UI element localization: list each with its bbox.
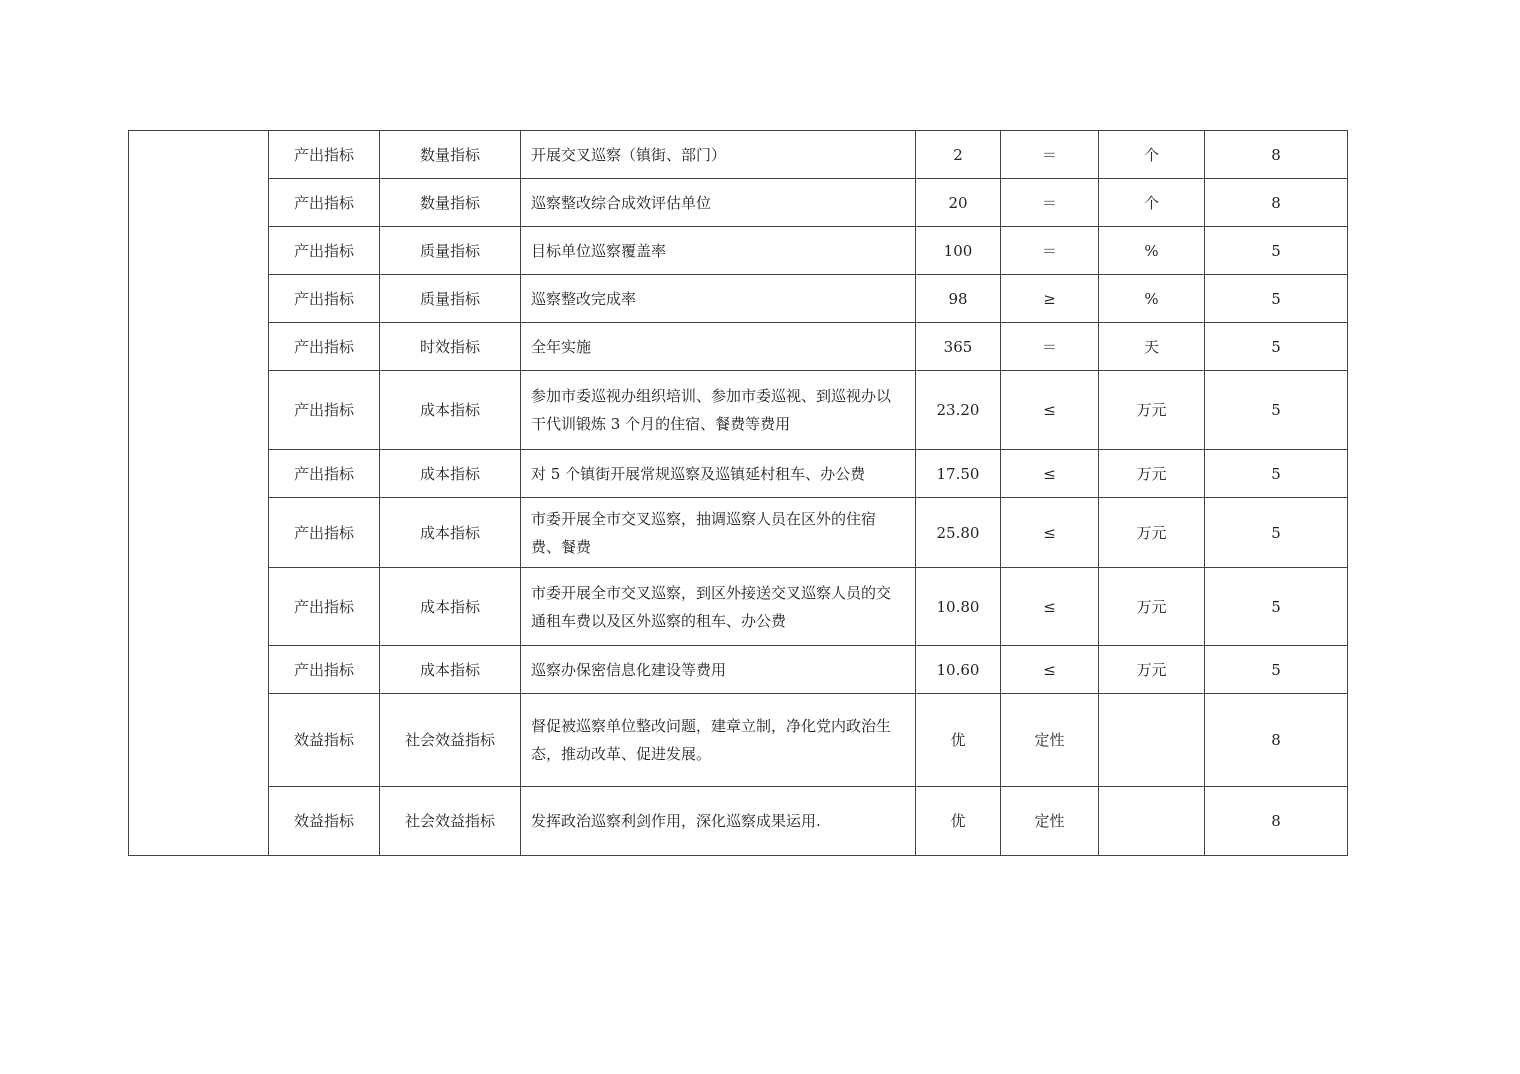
level2-indicator-cell: 质量指标 (380, 227, 521, 275)
unit-cell: 万元 (1099, 371, 1205, 450)
target-value-cell: 2 (916, 131, 1001, 179)
indicator-description-cell: 巡察整改综合成效评估单位 (521, 179, 916, 227)
table-row (129, 131, 1348, 179)
score-cell: 5 (1205, 275, 1348, 323)
score-cell: 5 (1205, 646, 1348, 694)
table-row (129, 275, 1348, 323)
level1-indicator-cell: 产出指标 (269, 179, 380, 227)
level2-indicator-cell: 成本指标 (380, 646, 521, 694)
table-body (129, 131, 1348, 856)
level1-indicator-cell: 效益指标 (269, 787, 380, 856)
level1-indicator-cell: 产出指标 (269, 323, 380, 371)
indicator-description-cell: 发挥政治巡察利剑作用，深化巡察成果运用. (521, 787, 916, 856)
score-cell: 8 (1205, 787, 1348, 856)
target-value-cell: 98 (916, 275, 1001, 323)
indicator-description-cell: 督促被巡察单位整改问题，建章立制，净化党内政治生态，推动改革、促进发展。 (521, 694, 916, 787)
indicator-description-cell: 参加市委巡视办组织培训、参加市委巡视、到巡视办以干代训锻炼 3 个月的住宿、餐费等费用 (521, 371, 916, 450)
indicator-description-cell: 市委开展全市交叉巡察，到区外接送交叉巡察人员的交通租车费以及区外巡察的租车、办公费 (521, 568, 916, 646)
level2-indicator-cell: 成本指标 (380, 568, 521, 646)
operator-cell: ＝ (1001, 227, 1099, 275)
level2-indicator-cell: 数量指标 (380, 179, 521, 227)
table-row (129, 568, 1348, 646)
table-row (129, 498, 1348, 568)
level1-indicator-cell: 产出指标 (269, 568, 380, 646)
level2-indicator-cell: 成本指标 (380, 371, 521, 450)
operator-cell: ≤ (1001, 450, 1099, 498)
operator-cell: 定性 (1001, 787, 1099, 856)
target-value-cell: 17.50 (916, 450, 1001, 498)
target-value-cell: 25.80 (916, 498, 1001, 568)
unit-cell: 万元 (1099, 568, 1205, 646)
target-value-cell: 优 (916, 787, 1001, 856)
table-row (129, 179, 1348, 227)
indicator-description-cell: 目标单位巡察覆盖率 (521, 227, 916, 275)
unit-cell (1099, 787, 1205, 856)
operator-cell: ≤ (1001, 568, 1099, 646)
indicator-description-cell: 巡察整改完成率 (521, 275, 916, 323)
table-row (129, 323, 1348, 371)
level1-indicator-cell: 产出指标 (269, 371, 380, 450)
level1-indicator-cell: 产出指标 (269, 498, 380, 568)
target-value-cell: 10.60 (916, 646, 1001, 694)
target-value-cell: 365 (916, 323, 1001, 371)
operator-cell: ≥ (1001, 275, 1099, 323)
score-cell: 5 (1205, 568, 1348, 646)
unit-cell: 天 (1099, 323, 1205, 371)
target-value-cell: 100 (916, 227, 1001, 275)
level1-indicator-cell: 效益指标 (269, 694, 380, 787)
performance-indicator-table (128, 130, 1348, 856)
level2-indicator-cell: 社会效益指标 (380, 694, 521, 787)
unit-cell (1099, 694, 1205, 787)
unit-cell: 个 (1099, 179, 1205, 227)
operator-cell: ≤ (1001, 371, 1099, 450)
table-row (129, 646, 1348, 694)
operator-cell: ≤ (1001, 498, 1099, 568)
indicator-description-cell: 开展交叉巡察（镇街、部门） (521, 131, 916, 179)
indicator-description-cell: 全年实施 (521, 323, 916, 371)
score-cell: 8 (1205, 131, 1348, 179)
score-cell: 5 (1205, 371, 1348, 450)
table-row (129, 787, 1348, 856)
level2-indicator-cell: 成本指标 (380, 498, 521, 568)
table-row (129, 450, 1348, 498)
unit-cell: 万元 (1099, 450, 1205, 498)
level2-indicator-cell: 数量指标 (380, 131, 521, 179)
operator-cell: 定性 (1001, 694, 1099, 787)
operator-cell: ＝ (1001, 323, 1099, 371)
table-row (129, 371, 1348, 450)
target-value-cell: 优 (916, 694, 1001, 787)
level1-indicator-cell: 产出指标 (269, 227, 380, 275)
indicator-description-cell: 市委开展全市交叉巡察，抽调巡察人员在区外的住宿费、餐费 (521, 498, 916, 568)
indicator-description-cell: 巡察办保密信息化建设等费用 (521, 646, 916, 694)
score-cell: 5 (1205, 498, 1348, 568)
score-cell: 8 (1205, 694, 1348, 787)
operator-cell: ≤ (1001, 646, 1099, 694)
score-cell: 5 (1205, 323, 1348, 371)
level2-indicator-cell: 时效指标 (380, 323, 521, 371)
table-row (129, 227, 1348, 275)
score-cell: 5 (1205, 227, 1348, 275)
level2-indicator-cell: 社会效益指标 (380, 787, 521, 856)
unit-cell: 万元 (1099, 498, 1205, 568)
score-cell: 8 (1205, 179, 1348, 227)
operator-cell: ＝ (1001, 179, 1099, 227)
unit-cell: 万元 (1099, 646, 1205, 694)
unit-cell: % (1099, 227, 1205, 275)
target-value-cell: 20 (916, 179, 1001, 227)
level1-indicator-cell: 产出指标 (269, 450, 380, 498)
unit-cell: 个 (1099, 131, 1205, 179)
indicator-description-cell: 对 5 个镇街开展常规巡察及巡镇延村租车、办公费 (521, 450, 916, 498)
target-value-cell: 23.20 (916, 371, 1001, 450)
level1-indicator-cell: 产出指标 (269, 275, 380, 323)
level1-indicator-cell: 产出指标 (269, 131, 380, 179)
level2-indicator-cell: 质量指标 (380, 275, 521, 323)
operator-cell: ＝ (1001, 131, 1099, 179)
score-cell: 5 (1205, 450, 1348, 498)
level1-indicator-cell: 产出指标 (269, 646, 380, 694)
merged-blank-cell (129, 131, 269, 856)
unit-cell: % (1099, 275, 1205, 323)
level2-indicator-cell: 成本指标 (380, 450, 521, 498)
target-value-cell: 10.80 (916, 568, 1001, 646)
table-row (129, 694, 1348, 787)
